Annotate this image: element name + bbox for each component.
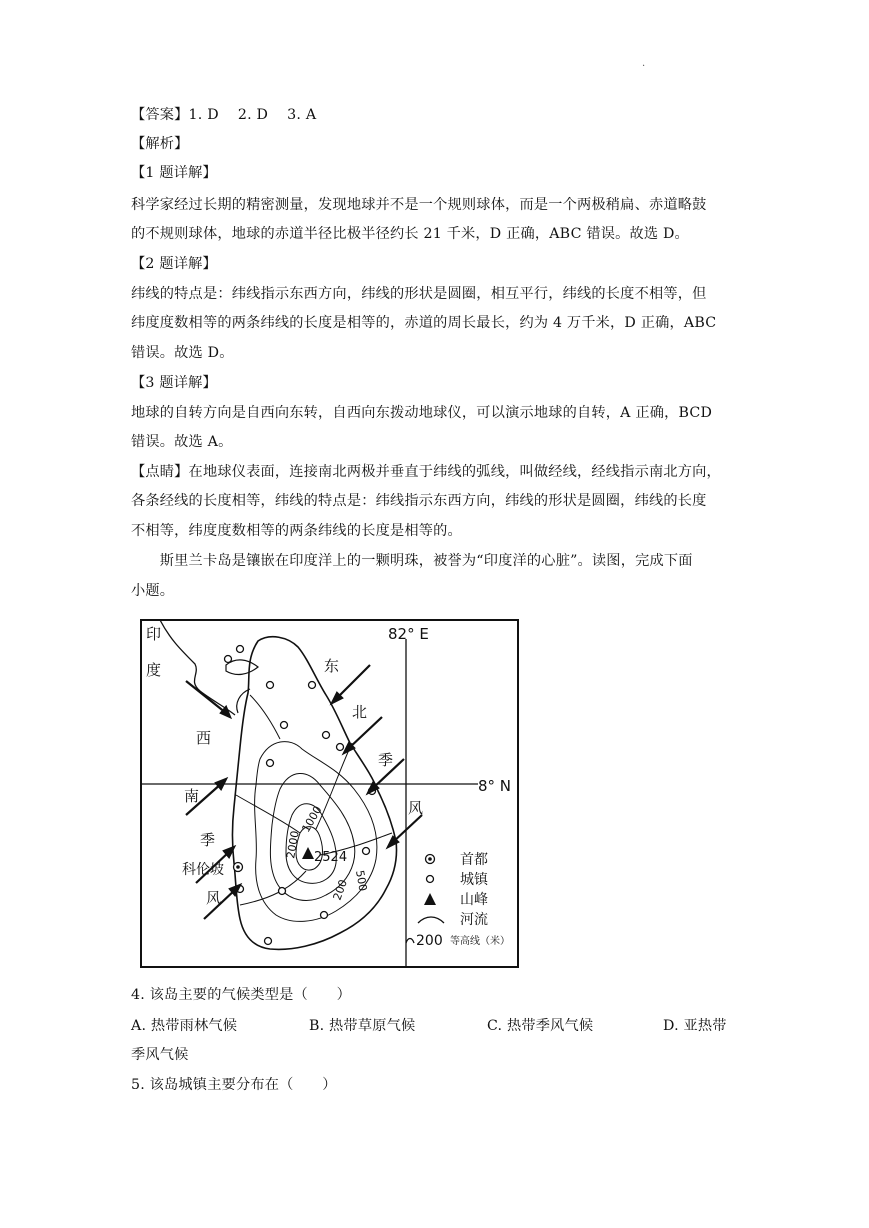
q4-stem: 4. 该岛主要的气候类型是（ ） [131,987,352,1003]
ne-label-2: 北 [352,703,368,721]
contour-label-200: 200 [330,877,351,903]
legend-capital: 首都 [460,852,488,868]
river-5 [250,695,280,739]
q4-option-d: D. 亚热带 [663,1018,727,1034]
tip-line-1: 【点睛】在地球仪表面，连接南北两极并垂直于纬线的弧线，叫做经线，经线指示南北方向， [131,464,721,480]
q1-line-2: 的不规则球体，地球的赤道半径比极半径约长 21 千米，D 正确，ABC 错误。故选 D。 [131,226,689,242]
jaffna-peninsula [226,660,258,675]
q4-option-a: A. 热带雨林气候 [131,1018,238,1034]
legend-river: 河流 [460,912,488,928]
page-mark: . [642,58,646,69]
india-label-1: 印 [146,625,162,643]
q3-heading: 【3 题详解】 [131,375,217,391]
q1-heading: 【1 题详解】 [131,165,217,181]
legend-contour-value: 200 [416,933,443,949]
q2-heading: 【2 题详解】 [131,256,217,272]
ne-label-4: 风 [408,799,424,817]
analysis-heading: 【解析】 [131,136,189,152]
answer-line: 【答案】1. D 2. D 3. A [131,107,317,123]
sw-label-2: 南 [184,787,200,805]
sw-label-4: 风 [206,889,222,907]
q1-line-1: 科学家经过长期的精密测量，发现地球并不是一个规则球体，而是一个两极稍扁、赤道略鼓 [131,197,707,213]
q2-line-1: 纬线的特点是：纬线指示东西方向，纬线的形状是圆圈，相互平行，纬线的长度不相等，但 [131,286,707,302]
map-figure [140,619,520,969]
meridian-label: 82° E [388,625,429,643]
q3-line-1: 地球的自转方向是自西向东转，自西向东拨动地球仪，可以演示地球的自转，A 正确，BCD [131,405,713,421]
parallel-label: 8° N [478,777,512,795]
q2-line-3: 错误。故选 D。 [131,345,234,361]
intro-line-2: 小题。 [131,583,175,599]
map-legend [406,852,510,949]
tip-line-2: 各条经线的长度相等，纬线的特点是：纬线指示东西方向，纬线的形状是圆圈，纬线的长度 [131,493,707,509]
legend-town: 城镇 [460,872,488,888]
india-label-2: 度 [146,661,162,679]
contour-label-1000: 1000 [299,803,325,835]
sw-label-3: 季 [200,831,216,849]
sri-lanka-map [140,619,520,969]
contour-label-2000: 2000 [284,829,302,860]
tip-line-3: 不相等，纬度度数相等的两条纬线的长度是相等的。 [131,523,462,539]
legend-peak: 山峰 [460,892,488,908]
river-3 [240,871,306,905]
intro-line-1: 斯里兰卡岛是镶嵌在印度洋上的一颗明珠，被誉为“印度洋的心脏”。读图，完成下面 [131,553,693,569]
sw-label-1: 西 [196,729,212,747]
ne-label-1: 东 [324,657,340,675]
peak-marker [302,847,314,859]
capital-marker [234,863,243,872]
q5-stem: 5. 该岛城镇主要分布在（ ） [131,1077,337,1093]
india-coast [160,620,235,715]
q4-option-d-continuation: 季风气候 [131,1047,189,1063]
q4-option-c: C. 热带季风气候 [487,1018,594,1034]
contour-200 [255,742,377,922]
contour-label-500: 500 [353,869,370,893]
river-1 [236,795,300,833]
ne-label-3: 季 [378,751,394,769]
q4-option-b: B. 热带草原气候 [309,1018,416,1034]
q2-line-2: 纬度度数相等的两条纬线的长度是相等的，赤道的周长最长，约为 4 万千米，D 正确，ABC [131,315,717,331]
q3-line-2: 错误。故选 A。 [131,434,233,450]
legend-contour: 等高线（米） [450,936,510,947]
peak-value: 2524 [314,850,348,865]
capital-name: 科伦坡 [182,862,224,878]
